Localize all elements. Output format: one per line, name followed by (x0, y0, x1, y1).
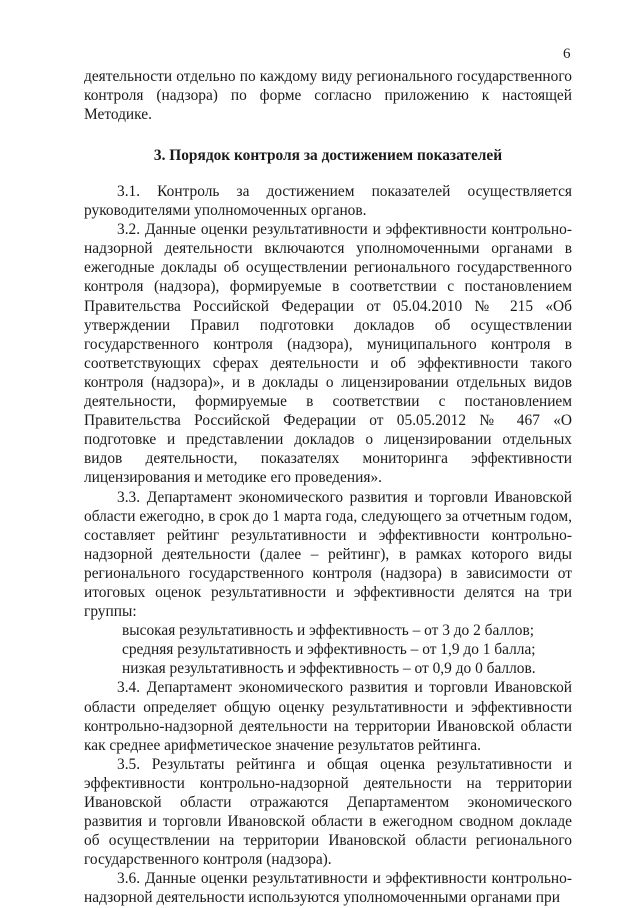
section-heading: 3. Порядок контроля за достижением показателей (153, 147, 503, 164)
paragraph-3-4: 3.4. Департамент экономического развития и торговли Ивановской области определяет общую оценку результативности и эффективности контрольно-надзорной деятельности на территории Ивановской области как среднее арифметическое значение результатов рейтинга. (84, 679, 572, 754)
paragraph-3-1: 3.1. Контроль за достижением показателей осуществляется руководителями уполномоченных органов. (84, 183, 572, 220)
intro-paragraph (84, 67, 572, 124)
section-body (84, 182, 572, 908)
paragraph-3-6: 3.6. Данные оценки результативности и эффективности контрольно-надзорной деятельности используются уполномоченными органами при (84, 870, 572, 907)
group-high: высокая результативность и эффективность – от 3 до 2 баллов; (122, 622, 535, 640)
paragraph-3-2: 3.2. Данные оценки результативности и эффективности контрольно-надзорной деятельности включаются уполномоченными органами в ежегодные доклады об осуществлении регионального государственного контроля (надзора), формируемые в соответствии с постановлением Правительства Российской Федерации от 05.04.2010 № 215 «Об утверждении Правил подготовки докладов об осуществлении государственного контроля (надзора), муниципального контроля в соответствующих сферах деятельности и об эффективности такого контроля (надзора)», и в доклады о лицензировании отдельных видов деятельности, формируемые в соответствии с постановлением Правительства Российской Федерации от 05.05.2012 № 467 «О подготовке и представлении докладов о лицензировании отдельных видов деятельности, показателях мониторинга эффективности лицензирования и методике его проведения». (84, 221, 572, 487)
page-number: 6 (563, 46, 571, 62)
group-low: низкая результативность и эффективность – от 0,9 до 0 баллов. (122, 660, 536, 678)
paragraph-3-5: 3.5. Результаты рейтинга и общая оценка результативности и эффективности контрольно-надзорной деятельности на территории Ивановской области отражаются Департаментом экономического развития и торговли Ивановской области в ежегодном сводном докладе об осуществлении на территории Ивановской области регионального государственного контроля (надзора). (84, 755, 572, 869)
intro-text: деятельности отдельно по каждому виду регионального государственного контроля (надзора) по форме согласно приложению к настоящей Методике. (84, 68, 572, 124)
group-medium: средняя результативность и эффективность – от 1,9 до 1 балла; (122, 641, 536, 659)
paragraph-3-3: 3.3. Департамент экономического развития и торговли Ивановской области ежегодно, в срок до 1 марта года, следующего за отчетным годом, составляет рейтинг результативности и эффективности контрольно-надзорной деятельности (далее – рейтинг), в рамках которого виды регионального государственного контроля (надзора) в зависимости от итоговых оценок результативности и эффективности делятся на три группы: (84, 488, 572, 621)
